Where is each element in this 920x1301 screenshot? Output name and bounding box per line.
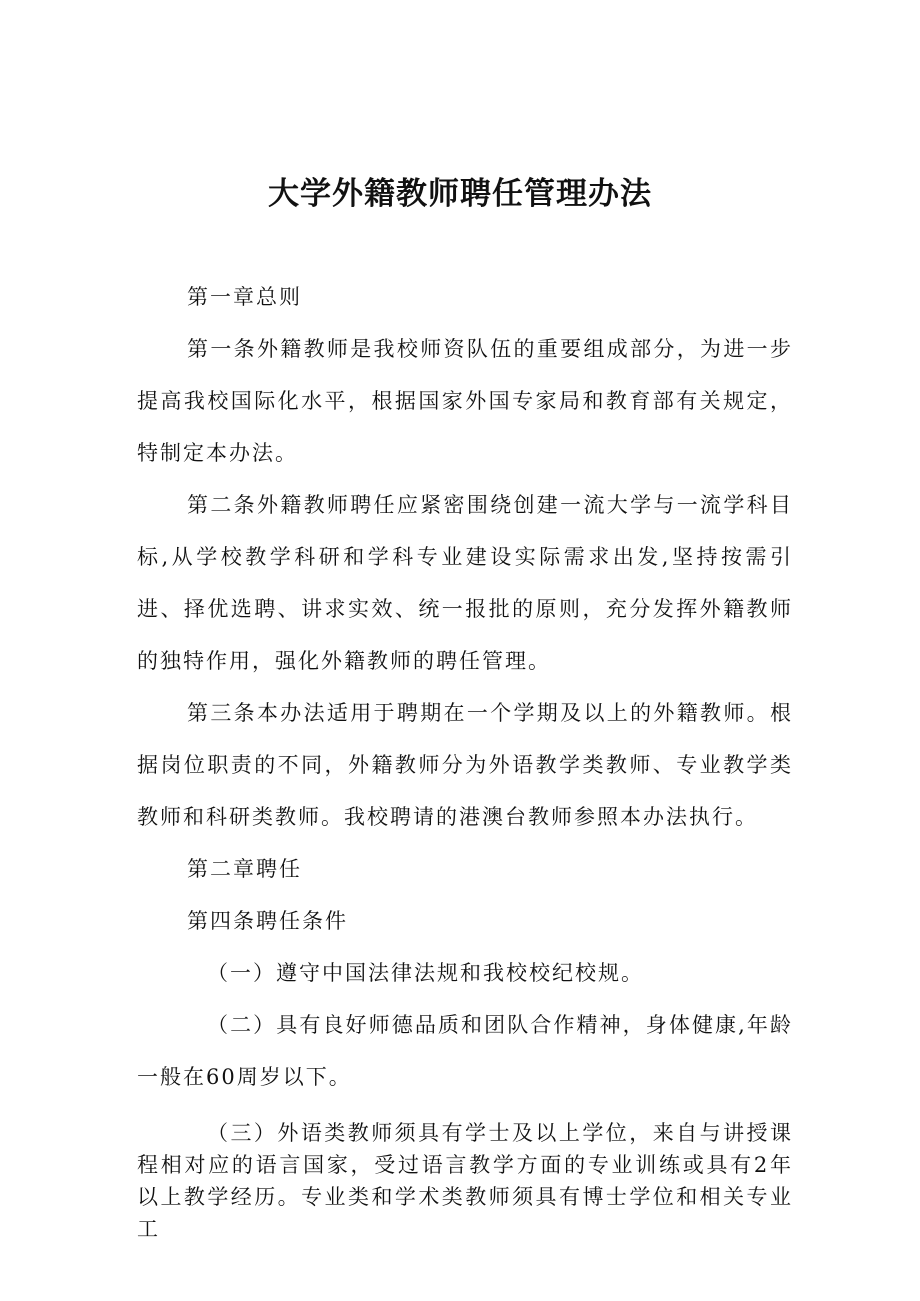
- chapter-heading: 第二章聘任: [187, 857, 302, 881]
- article-paragraph: 第四条聘任条件: [187, 909, 348, 933]
- article-paragraph: 第二条外籍教师聘任应紧密围绕创建一流大学与一流学科目标,从学校教学科研和学科专业建设实际需求出发,坚持按需引进、择优选聘、讲求实效、统一报批的原则，充分发挥外籍教师的独特作用，强化外籍教师的聘任管理。: [137, 493, 793, 673]
- chapter-heading: 第一章总则: [187, 285, 302, 309]
- clause-paragraph: （三）外语类教师须具有学士及以上学位，来自与讲授课程相对应的语言国家，受过语言教学方面的专业训练或具有2年以上教学经历。专业类和学术类教师须具有博士学位和相关专业工: [137, 1121, 793, 1241]
- clause-paragraph: （二）具有良好师德品质和团队合作精神，身体健康,年龄一般在60周岁以下。: [137, 1013, 793, 1089]
- document-body: [137, 271, 793, 1245]
- article-paragraph: 第一条外籍教师是我校师资队伍的重要组成部分，为进一步提高我校国际化水平，根据国家外国专家局和教育部有关规定，特制定本办法。: [137, 337, 793, 465]
- clause-paragraph: （一）遵守中国法律法规和我校校纪校规。: [207, 961, 644, 985]
- article-paragraph: 第三条本办法适用于聘期在一个学期及以上的外籍教师。根据岗位职责的不同，外籍教师分为外语教学类教师、专业教学类教师和科研类教师。我校聘请的港澳台教师参照本办法执行。: [137, 701, 793, 829]
- document-title: 大学外籍教师聘任管理办法: [268, 176, 652, 212]
